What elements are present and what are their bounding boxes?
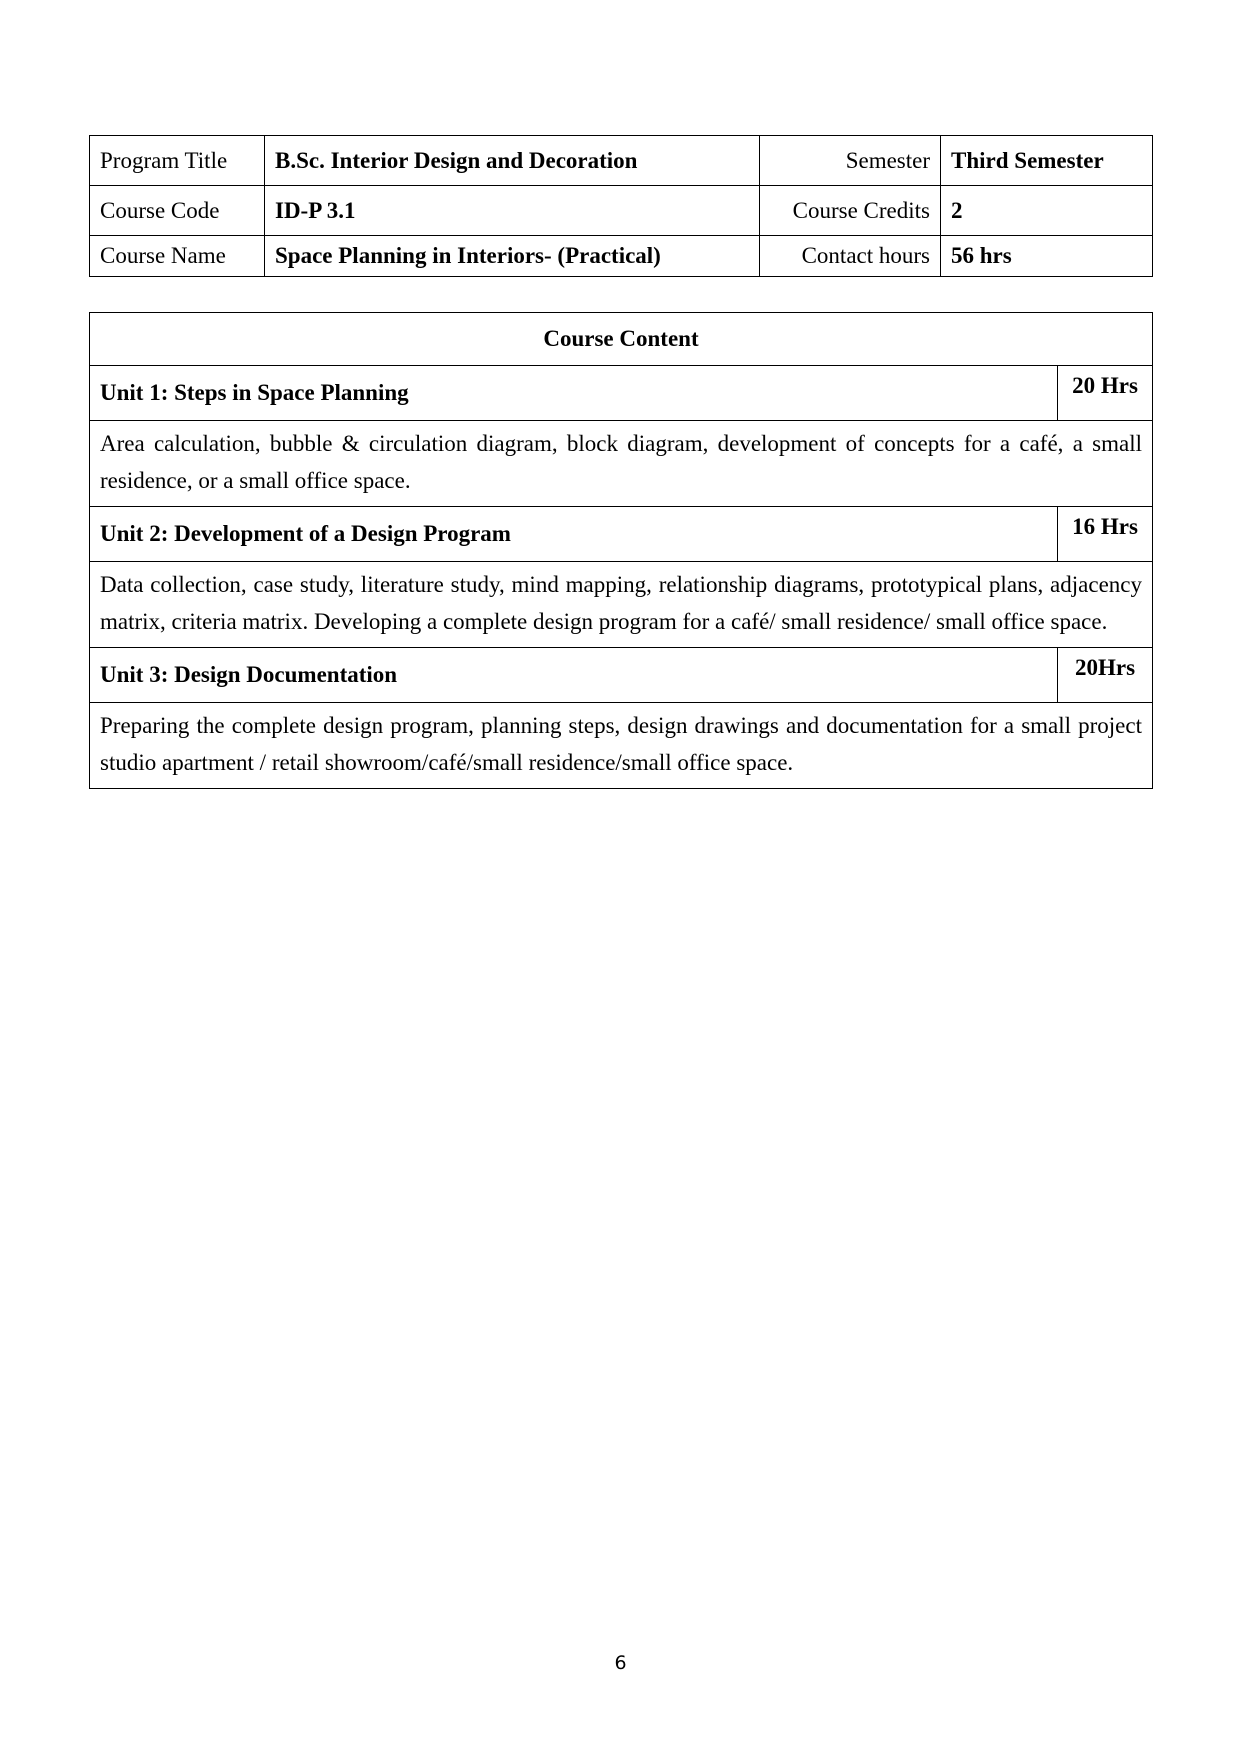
unit-description-row [90,703,1153,789]
semester-label: Semester [760,136,941,186]
course-name-row [90,236,1153,277]
unit-title-row [90,366,1153,421]
course-content-heading: Course Content [90,313,1153,366]
unit-title: Unit 3: Design Documentation [90,648,1058,703]
unit-hours: 20 Hrs [1058,366,1153,421]
course-code-row [90,186,1153,236]
course-info-table [89,135,1153,277]
course-content-table [89,312,1153,789]
unit-title: Unit 2: Development of a Design Program [90,507,1058,562]
course-credits-value: 2 [941,186,1153,236]
unit-hours: 20Hrs [1058,648,1153,703]
program-title-value: B.Sc. Interior Design and Decoration [265,136,760,186]
unit-description-row [90,562,1153,648]
unit-description-row [90,421,1153,507]
course-credits-label: Course Credits [760,186,941,236]
unit-title-row [90,648,1153,703]
contact-hours-value: 56 hrs [941,236,1153,277]
course-code-value: ID-P 3.1 [265,186,760,236]
semester-value: Third Semester [941,136,1153,186]
course-name-label: Course Name [90,236,265,277]
course-content-heading-row [90,313,1153,366]
course-name-value: Space Planning in Interiors- (Practical) [265,236,760,277]
unit-title: Unit 1: Steps in Space Planning [90,366,1058,421]
contact-hours-label: Contact hours [760,236,941,277]
page-number: 6 [614,1652,627,1674]
program-title-row [90,136,1153,186]
unit-description: Data collection, case study, literature study, mind mapping, relationship diagrams, prototypical plans, adjacency matrix, criteria matrix. Developing a complete design program for a café/ small residence/ small office space. [90,562,1153,648]
unit-title-row [90,507,1153,562]
program-title-label: Program Title [90,136,265,186]
unit-description: Preparing the complete design program, planning steps, design drawings and documentation for a small project studio apartment / retail showroom/café/small residence/small office space. [90,703,1153,789]
unit-description: Area calculation, bubble & circulation diagram, block diagram, development of concepts for a café, a small residence, or a small office space. [90,421,1153,507]
course-code-label: Course Code [90,186,265,236]
unit-hours: 16 Hrs [1058,507,1153,562]
